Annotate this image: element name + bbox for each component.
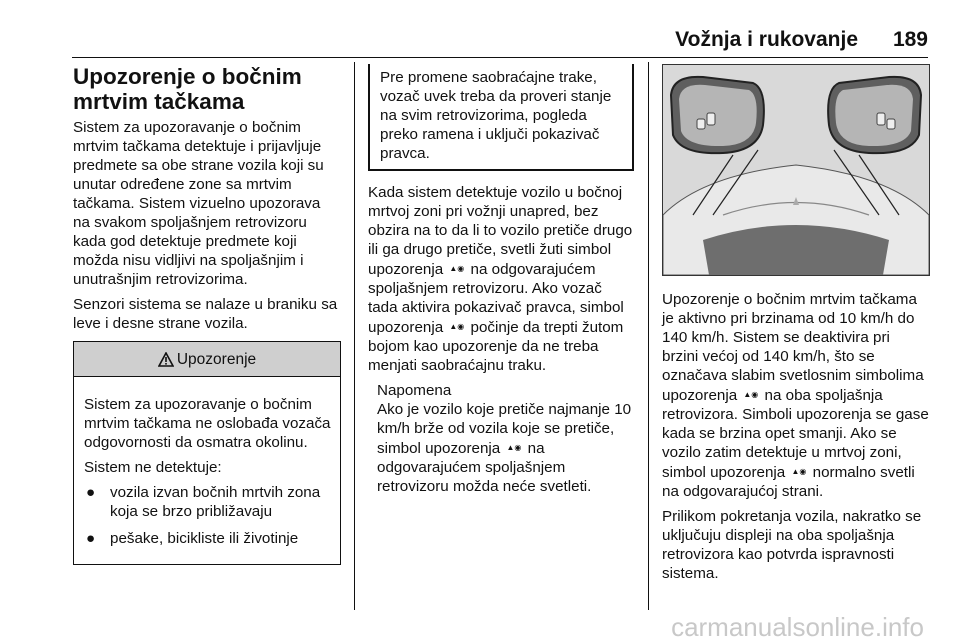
paragraph: Senzori sistema se nalaze u braniku sa leve i desne strane vozila. bbox=[73, 296, 338, 332]
page-number: 189 bbox=[892, 28, 928, 51]
paragraph: Upozorenje o bočnim mrtvim tačkama je aktivno pri brzinama od 10 km/h do 140 km/h. Sistem se deaktivira pri brzini većoj od 140 km/h, što se označava slabim svetlosnim simbolima upozorenja ▲◉ na oba spoljašnja retrovizora. Simboli upozorenja se gase kada se brzina opet smanji. Ako se vozilo zatim detektuje u mrtvoj zoni, simbol upozorenja ▲◉ normalno svetli na odgovarajućoj strani. bbox=[662, 291, 929, 500]
warning-body bbox=[74, 377, 340, 564]
blind-spot-warning-icon: ▲◉ bbox=[743, 390, 759, 399]
note-text: Ako je vozilo koje pretiče najmanje 10 km/h brže od vozila koje se pretiče, simbol upozorenja ▲◉ na odgovarajućem spoljašnjem retrovizoru možda neće svetleti. bbox=[377, 401, 632, 495]
warning-triangle-icon bbox=[158, 352, 174, 367]
header-rule bbox=[72, 57, 928, 58]
section-title: Upozorenje o bočnim mrtvim tačkama bbox=[73, 64, 302, 114]
column-3 bbox=[662, 64, 930, 589]
blind-spot-warning-icon: ▲◉ bbox=[449, 264, 465, 273]
warning-box bbox=[73, 341, 341, 565]
paragraph: Sistem za upozoravanje o bočnim mrtvim tačkama detektuje i prijavljuje predmete sa obe strane vozila koji su unutar određene zone sa mrtvim tačkama. Sistem vizuelno upozorava na svakom spoljašnjem retrovizoru kada god detektuje predmete koji možda nisu vidljivi na spoljašnjim i unutrašnjim retrovizorima. bbox=[73, 119, 324, 288]
warning-title: Upozorenje bbox=[176, 350, 257, 368]
header-title: Vožnja i rukovanje bbox=[675, 28, 858, 51]
column-1 bbox=[73, 64, 341, 565]
blind-spot-warning-icon: ▲◉ bbox=[506, 443, 522, 452]
bullet-item: ● vozila izvan bočnih mrtvih zona koja se brzo približavaju bbox=[86, 484, 321, 520]
warning-header bbox=[74, 341, 340, 377]
warning-text: Sistem ne detektuje: bbox=[84, 459, 222, 476]
column-divider bbox=[354, 62, 355, 610]
note bbox=[368, 381, 634, 496]
car-mirrors-illustration bbox=[662, 64, 930, 276]
caution-box bbox=[368, 64, 634, 171]
warning-text: Sistem za upozoravanje o bočnim mrtvim tačkama ne oslobađa vozača odgovornosti da osmatra okolinu. bbox=[84, 396, 331, 451]
paragraph: Prilikom pokretanja vozila, nakratko se uključuju displeji na oba spoljašnja retrovizora kao potvrda ispravnosti sistema. bbox=[662, 508, 922, 582]
column-divider bbox=[648, 62, 649, 610]
bullet-dot-icon: ● bbox=[86, 484, 96, 501]
blind-spot-warning-icon: ▲◉ bbox=[449, 322, 465, 331]
bullet-dot-icon: ● bbox=[86, 530, 96, 547]
paragraph: Kada sistem detektuje vozilo u bočnoj mrtvoj zoni pri vožnji unapred, bez obzira na to da li to vozilo pretiče drugo ili ga drugo pretiče, svetli žuti simbol upozorenja ▲◉ na odgovarajućem spoljašnjem retrovizoru. Ako vozač tada aktivira pokazivač pravca, simbol upozorenja ▲◉ počinje da trepti žutom bojom kao upozorenje da ne treba menjati saobraćajnu traku. bbox=[368, 184, 633, 374]
bullet-item: ● pešake, bicikliste ili životinje bbox=[86, 530, 299, 547]
watermark: carmanualsonline.info bbox=[671, 612, 924, 642]
caution-text: Pre promene saobraćajne trake, vozač uvek treba da proveri stanje na svim retrovizorima, pogleda preko ramena i uključi pokazivač pravca. bbox=[380, 69, 612, 162]
blind-spot-warning-icon: ▲◉ bbox=[791, 467, 807, 476]
note-title: Napomena bbox=[377, 382, 452, 399]
page-header bbox=[72, 28, 928, 58]
column-2 bbox=[368, 64, 634, 502]
